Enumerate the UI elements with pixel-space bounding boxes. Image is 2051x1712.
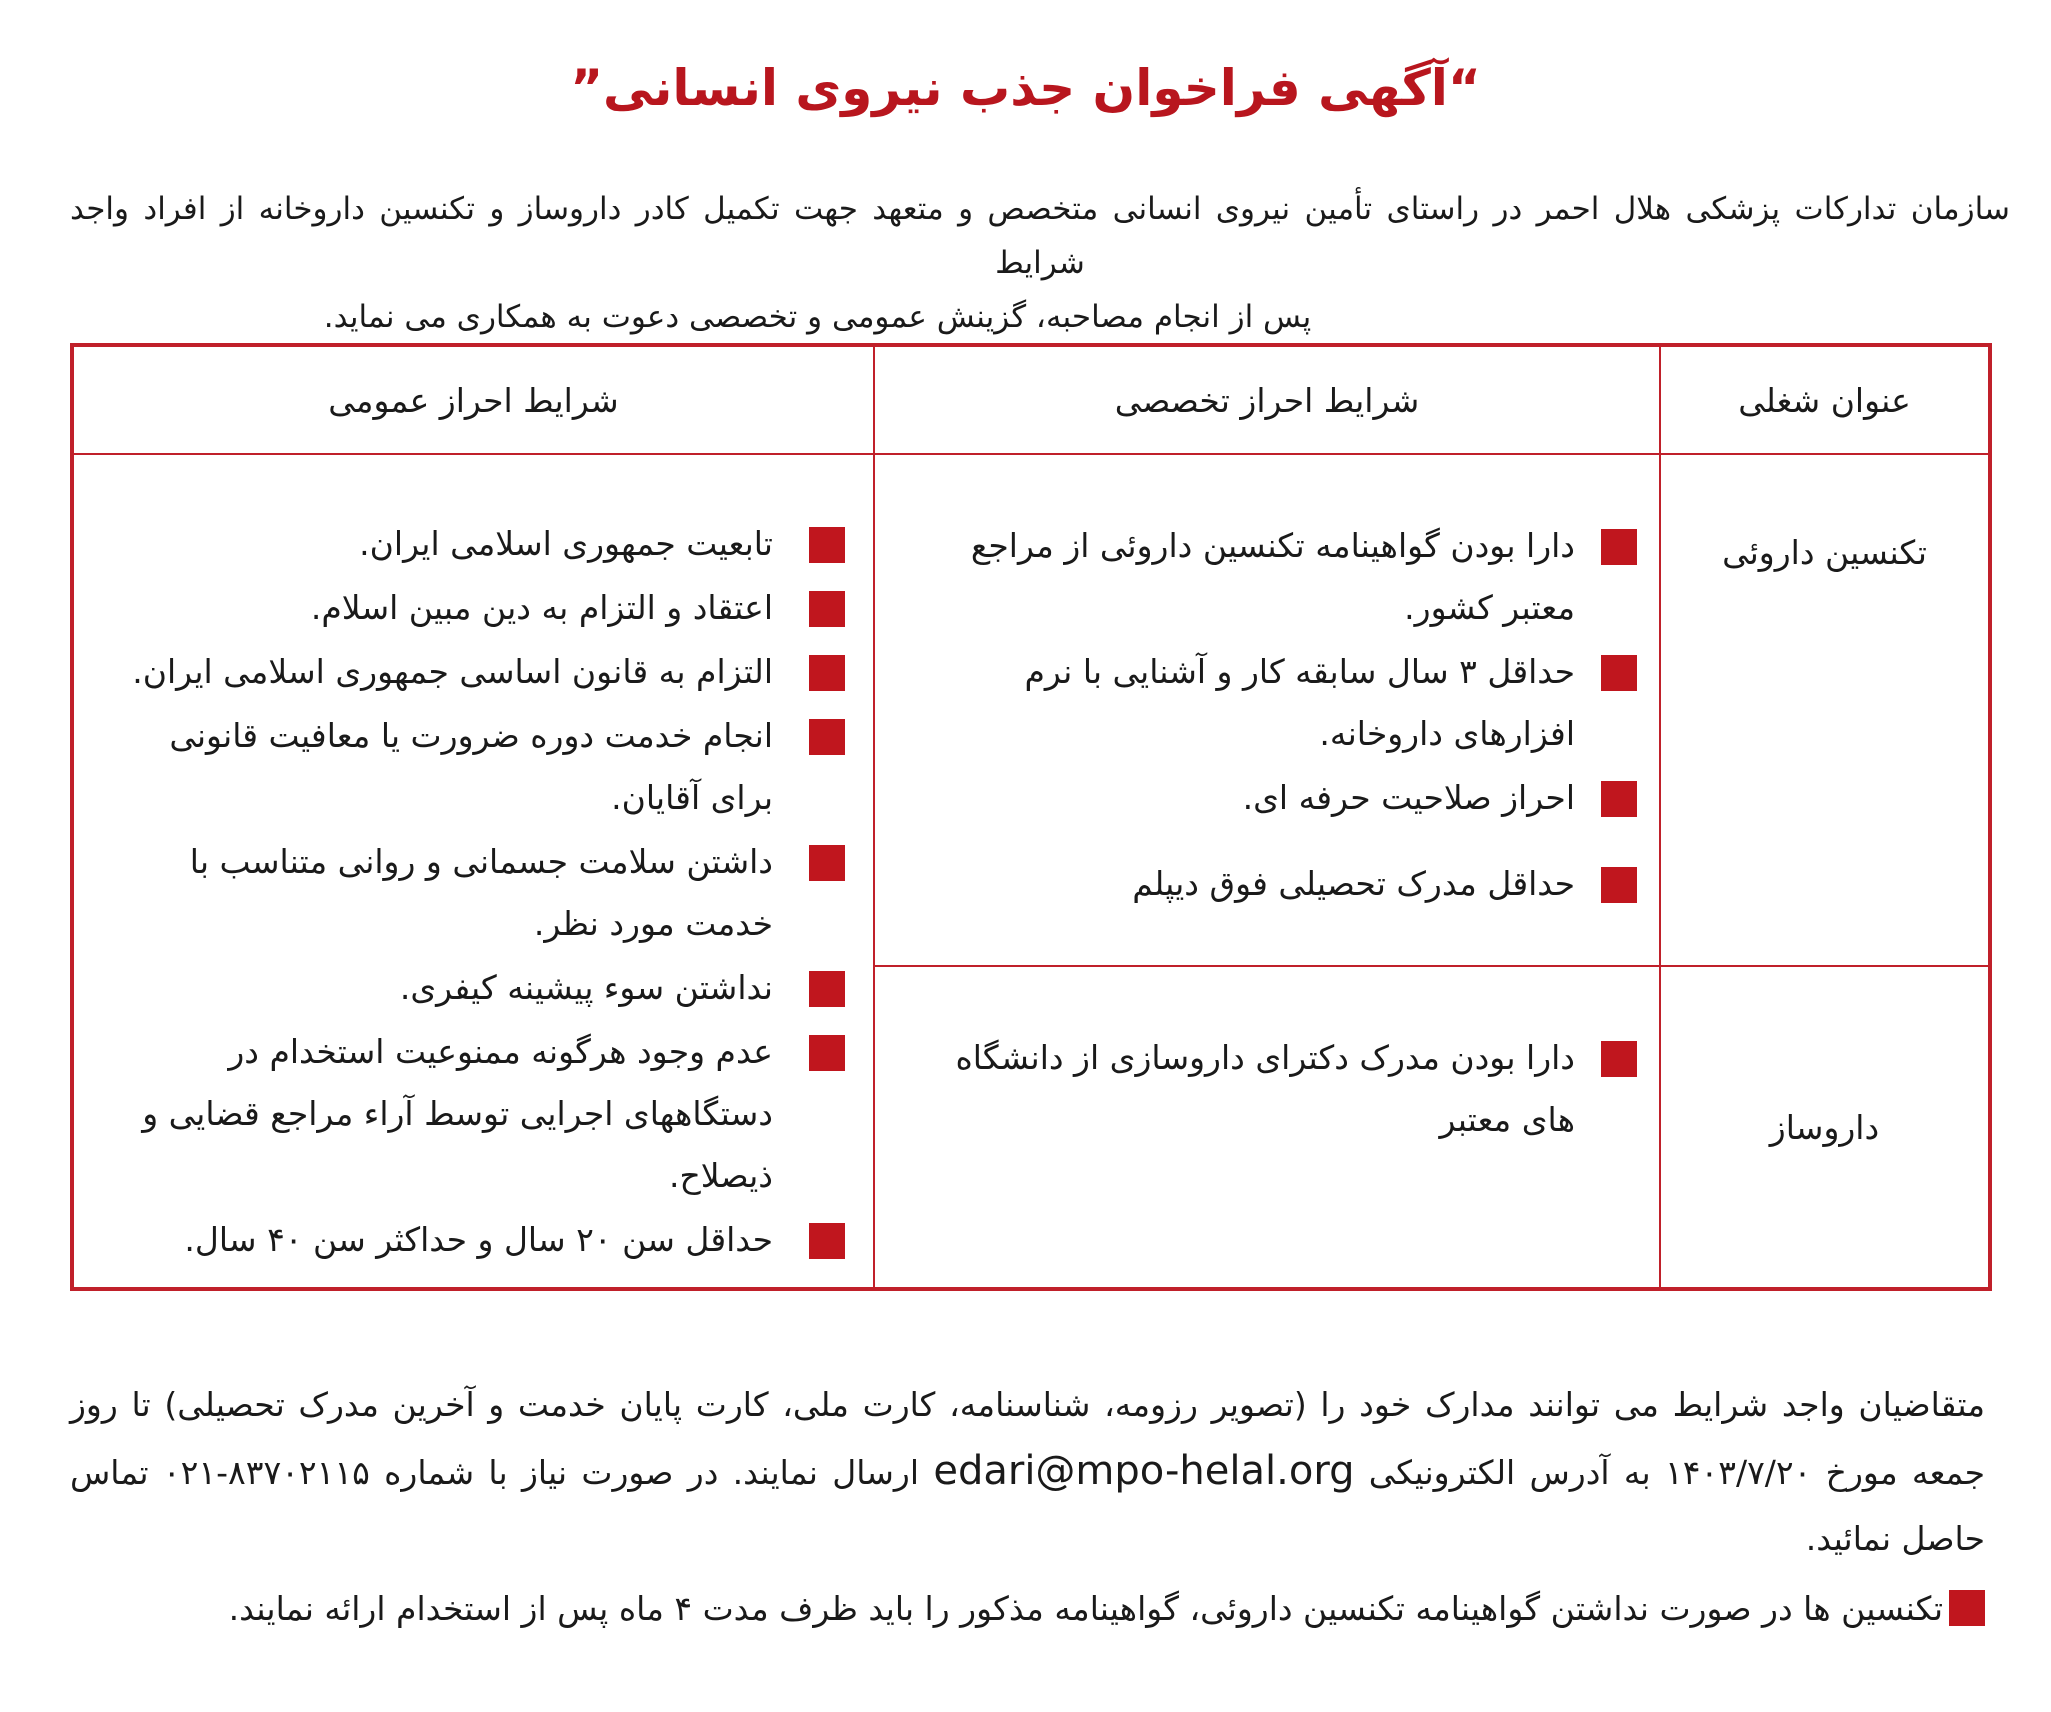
specialized-cell (874, 454, 1660, 966)
general-cell (72, 454, 874, 1289)
bullet-square-icon (1601, 867, 1637, 903)
intro-paragraph (70, 182, 2010, 344)
list-item: التزام به قانون اساسی جمهوری اسلامی ایران. (98, 641, 849, 703)
list-item: حداقل ۳ سال سابقه کار و آشنایی با نرم افزارهای داروخانه. (897, 641, 1637, 765)
list-item: نداشتن سوء پیشینه کیفری. (98, 957, 849, 1019)
bullet-square-icon (809, 845, 845, 881)
list-item: تابعیت جمهوری اسلامی ایران. (98, 513, 849, 575)
bullet-square-icon (809, 719, 845, 755)
requirements-table (70, 343, 1992, 1291)
list-item: دارا بودن گواهینامه تکنسین داروئی از مراجع معتبر کشور. (897, 515, 1637, 639)
bullet-square-icon (809, 591, 845, 627)
list-item: دارا بودن مدرک دکترای داروسازی از دانشگاه های معتبر (897, 1027, 1637, 1151)
job-title-technician: تکنسین داروئی (1722, 533, 1927, 572)
page-title: “آگهی فراخوان جذب نیروی انسانی” (570, 59, 1481, 117)
job-title-cell (1660, 454, 1990, 966)
bullet-square-icon (809, 655, 845, 691)
bullet-square-icon (809, 971, 845, 1007)
bullet-square-icon (1601, 1041, 1637, 1077)
list-item: انجام خدمت دوره ضرورت یا معافیت قانونی برای آقایان. (98, 705, 849, 829)
job-title-cell (1660, 966, 1990, 1289)
list-item: داشتن سلامت جسمانی و روانی متناسب با خدمت مورد نظر. (98, 831, 849, 955)
list-item: احراز صلاحیت حرفه ای. (897, 767, 1637, 829)
general-list (98, 513, 849, 1271)
specialized-list (897, 1027, 1637, 1151)
list-item: عدم وجود هرگونه ممنوعیت استخدام در دستگاههای اجرایی توسط آراء مراجع قضایی و ذیصلاح. (98, 1021, 849, 1207)
bullet-square-icon (1601, 655, 1637, 691)
specialized-list (897, 515, 1637, 915)
email-address[interactable]: edari@mpo-helal.org (933, 1448, 1355, 1494)
list-item: اعتقاد و التزام به دین مبین اسلام. (98, 577, 849, 639)
bullet-square-icon (809, 527, 845, 563)
job-title-pharmacist: داروساز (1769, 1107, 1880, 1147)
specialized-cell (874, 966, 1660, 1289)
table-header-row (72, 345, 1990, 454)
technician-note: تکنسین ها در صورت نداشتن گواهینامه تکنسین داروئی، گواهینامه مذکور را باید ظرف مدت ۴ ماه پس از استخدام ارائه نمایند. (70, 1576, 1985, 1642)
bullet-square-icon (1601, 781, 1637, 817)
application-instructions: متقاضیان واجد شرایط می توانند مدارک خود را (تصویر رزومه، شناسنامه، کارت ملی، کارت پایان خدمت و آخرین مدرک تحصیلی) تا روز جمعه مورخ ۱۴۰۳/۷/۲۰ به آدرس الکترونیکی edari@mpo-helal.org ارسال نمایند. در صورت نیاز با شماره ۸۳۷۰۲۱۱۵-۰۲۱ تماس حاصل نمائید. (70, 1385, 1986, 1558)
header-specialized: شرایط احراز تخصصی (874, 345, 1660, 454)
bullet-square-icon (1949, 1590, 1985, 1626)
list-item: حداقل مدرک تحصیلی فوق دیپلم (897, 853, 1637, 915)
bullet-square-icon (809, 1223, 845, 1259)
bullet-square-icon (1601, 529, 1637, 565)
table-row (72, 454, 1990, 966)
intro-line-1: سازمان تدارکات پزشکی هلال احمر در راستای تأمین نیروی انسانی متخصص و متعهد جهت تکمیل کادر داروساز و تکنسین داروخانه از افراد واجد شرایط (70, 191, 2010, 281)
footer (70, 1372, 1985, 1642)
bullet-square-icon (809, 1035, 845, 1071)
intro-line-2: پس از انجام مصاحبه، گزینش عمومی و تخصصی دعوت به همکاری می نماید. (323, 299, 1312, 335)
list-item: حداقل سن ۲۰ سال و حداکثر سن ۴۰ سال. (98, 1209, 849, 1271)
header-job-title: عنوان شغلی (1660, 345, 1990, 454)
header-general: شرایط احراز عمومی (72, 345, 874, 454)
